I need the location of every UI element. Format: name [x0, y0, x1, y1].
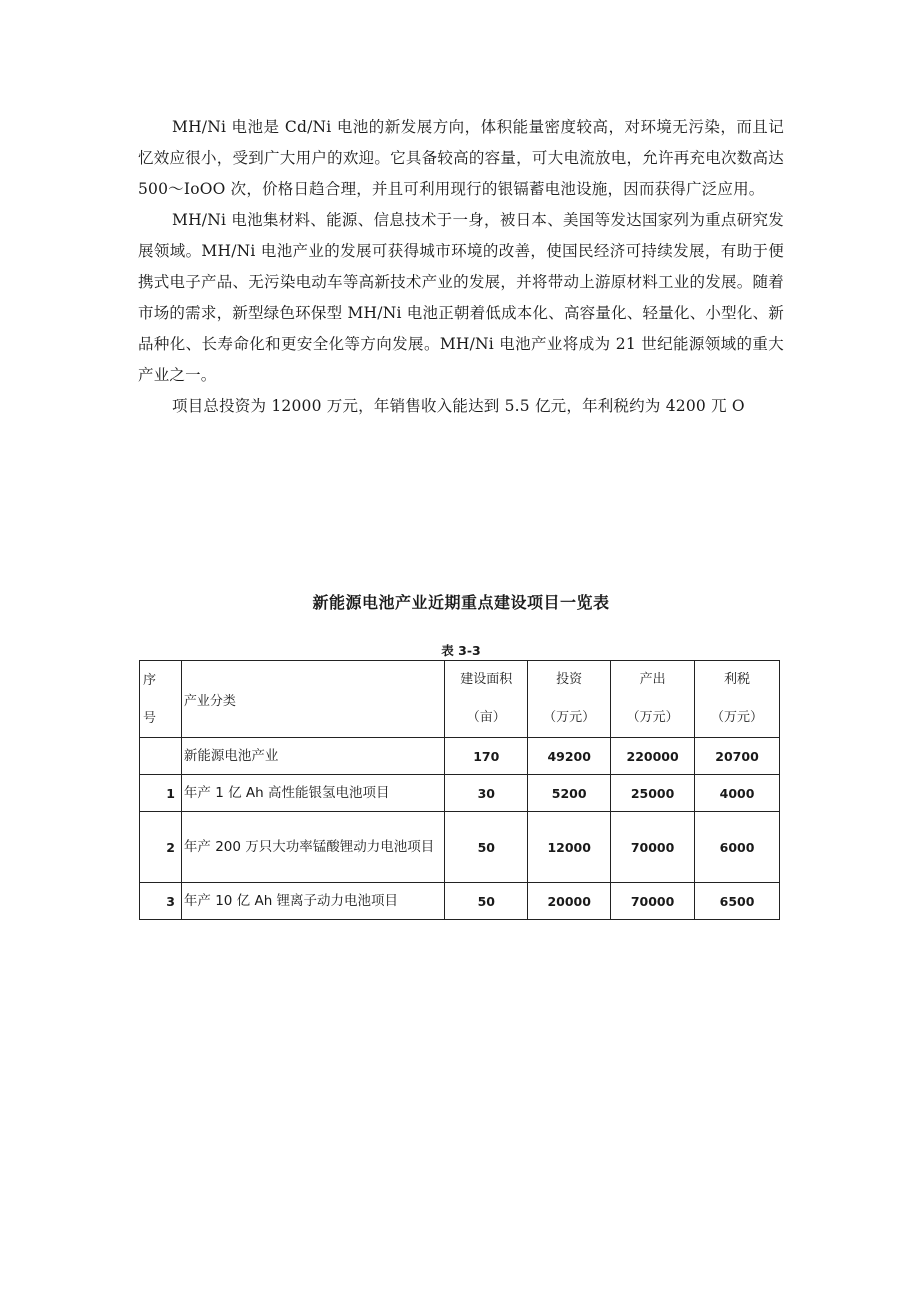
cell-tax: 6500 [695, 883, 780, 920]
header-investment [528, 661, 611, 738]
paragraph-mhni-industry: MH/Ni 电池集材料、能源、信息技术于一身，被日本、美国等发达国家列为重点研究发展领域。MH/Ni 电池产业的发展可获得城市环境的改善，使国民经济可持续发展，有助于便携式电子产品、无污染电动车等高新技术产业的发展，并将带动上游原材料工业的发展。随着市场的需求，新型绿色环保型 MH/Ni 电池正朝着低成本化、高容量化、轻量化、小型化、新品种化、长寿命化和更安全化等方向发展。MH/Ni 电池产业将成为 21 世纪能源领域的重大产业之一。 [138, 211, 784, 384]
cell-category: 年产 1 亿 Ah 高性能银氢电池项目 [181, 775, 444, 812]
header-area-line2: （亩） [466, 710, 506, 725]
paragraph-mhni-overview: MH/Ni 电池是 Cd/Ni 电池的新发展方向，体积能量密度较高，对环境无污染，而且记忆效应很小，受到广大用户的欢迎。它具备较高的容量，可大电流放电，允许再充电次数高达 500～IoOO 次，价格日趋合理，并且可利用现行的银镉蓄电池设施，因而获得广泛应用。 [138, 118, 784, 198]
header-area [445, 661, 528, 738]
header-serial-bottom: 号 [143, 711, 157, 726]
cell-area: 170 [445, 738, 528, 775]
cell-area: 50 [445, 812, 528, 883]
header-category: 产业分类 [181, 661, 444, 738]
cell-tax: 6000 [695, 812, 780, 883]
table-title: 新能源电池产业近期重点建设项目一览表 [312, 593, 610, 612]
cell-investment: 12000 [528, 812, 611, 883]
cell-tax: 20700 [695, 738, 780, 775]
table-caption: 表 3-3 [441, 643, 481, 658]
header-output [611, 661, 695, 738]
header-investment-line2: （万元） [543, 710, 596, 725]
cell-area: 30 [445, 775, 528, 812]
header-investment-line1: 投资 [556, 672, 583, 687]
header-tax-line2: （万元） [711, 710, 764, 725]
cell-no [140, 738, 182, 775]
cell-category: 年产 10 亿 Ah 锂离子动力电池项目 [181, 883, 444, 920]
cell-output: 220000 [611, 738, 695, 775]
cell-area: 50 [445, 883, 528, 920]
cell-investment: 49200 [528, 738, 611, 775]
table-row [140, 812, 780, 883]
paragraph-investment: 项目总投资为 12000 万元，年销售收入能达到 5.5 亿元，年利税约为 4200 兀 O [172, 397, 745, 415]
projects-table [139, 660, 780, 920]
cell-no: 3 [140, 883, 182, 920]
table-row-total [140, 738, 780, 775]
cell-category: 新能源电池产业 [181, 738, 444, 775]
header-output-line1: 产出 [639, 672, 666, 687]
header-output-line2: （万元） [626, 710, 679, 725]
body-text [138, 112, 784, 422]
cell-tax: 4000 [695, 775, 780, 812]
header-tax-line1: 利税 [724, 672, 751, 687]
cell-output: 70000 [611, 812, 695, 883]
cell-no: 1 [140, 775, 182, 812]
header-tax [695, 661, 780, 738]
header-serial-top: 序 [143, 673, 157, 688]
cell-investment: 20000 [528, 883, 611, 920]
cell-investment: 5200 [528, 775, 611, 812]
cell-output: 70000 [611, 883, 695, 920]
header-serial-number [140, 661, 182, 738]
header-area-line1: 建设面积 [460, 672, 513, 687]
cell-output: 25000 [611, 775, 695, 812]
cell-no: 2 [140, 812, 182, 883]
table-row [140, 883, 780, 920]
table-header-row [140, 661, 780, 738]
cell-category: 年产 200 万只大功率锰酸锂动力电池项目 [181, 812, 444, 883]
table-row [140, 775, 780, 812]
